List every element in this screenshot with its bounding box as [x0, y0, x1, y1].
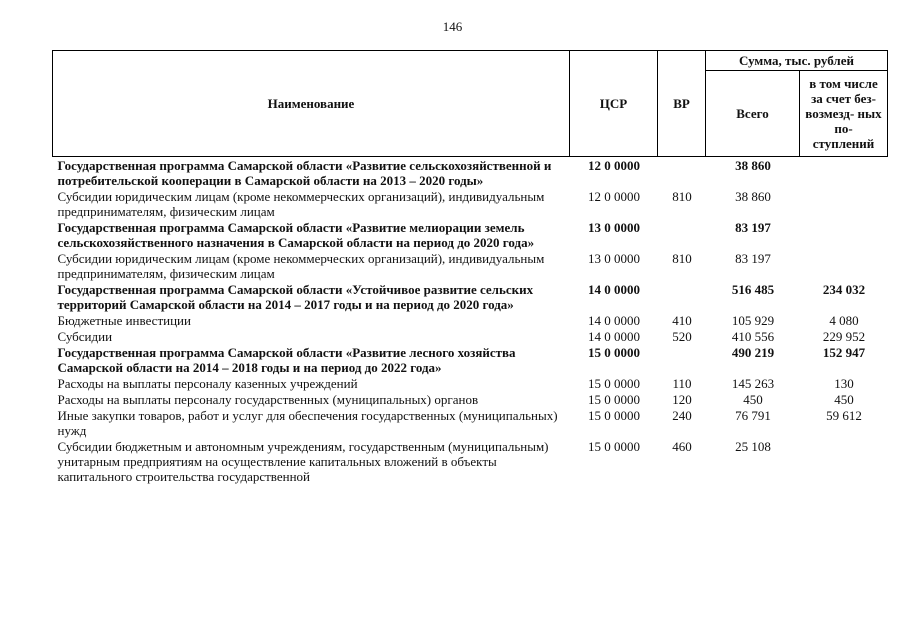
row-total: 516 485: [731, 282, 775, 297]
row-incl: 4 080: [829, 313, 859, 328]
row-vr: 810: [672, 189, 692, 204]
row-csr: 14 0 0000: [588, 313, 640, 328]
row-total: 145 263: [731, 376, 775, 391]
row-total: 450: [743, 392, 763, 407]
row-csr: 15 0 0000: [588, 345, 640, 360]
row-incl: [800, 438, 888, 484]
program-row: [53, 344, 888, 375]
row-vr: 810: [672, 251, 692, 266]
row-name: Субсидии юридическим лицам (кроме некоммерческих организаций), индивидуальным предпринимателям, физическим лицам: [57, 251, 545, 281]
row-total: 490 219: [731, 345, 775, 360]
header-vr: ВР: [658, 51, 706, 157]
row-csr: 15 0 0000: [588, 408, 640, 423]
row-vr: [658, 344, 706, 375]
row-name: Бюджетные инвестиции: [57, 313, 191, 328]
table-row: [53, 391, 888, 407]
row-csr: 13 0 0000: [588, 251, 640, 266]
row-incl: [800, 157, 888, 189]
page-number: 146: [442, 19, 463, 34]
row-incl: 130: [834, 376, 854, 391]
row-csr: 14 0 0000: [588, 329, 640, 344]
row-total: 25 108: [735, 439, 771, 454]
row-csr: 15 0 0000: [588, 376, 640, 391]
row-csr: 15 0 0000: [588, 392, 640, 407]
row-name: Субсидии юридическим лицам (кроме некоммерческих организаций), индивидуальным предпринимателям, физическим лицам: [57, 189, 545, 219]
row-vr: 120: [672, 392, 692, 407]
row-csr: 15 0 0000: [588, 439, 640, 454]
row-name: Государственная программа Самарской области «Развитие сельскохозяйственной и потребительской кооперации в Самарской области на 2013 – 2020 годы»: [57, 158, 552, 188]
row-incl: [800, 188, 888, 219]
row-name: Расходы на выплаты персоналу казенных учреждений: [57, 376, 358, 391]
header-total: Всего: [706, 70, 800, 156]
row-total: 83 197: [735, 220, 771, 235]
header-name: Наименование: [53, 51, 570, 157]
row-name: Субсидии: [57, 329, 113, 344]
row-vr: 460: [672, 439, 692, 454]
row-incl: 229 952: [822, 329, 866, 344]
table-row: [53, 375, 888, 391]
table-row: [53, 328, 888, 344]
row-vr: 520: [672, 329, 692, 344]
program-row: [53, 157, 888, 189]
row-total: 38 860: [735, 158, 771, 173]
row-name: Расходы на выплаты персоналу государственных (муниципальных) органов: [57, 392, 479, 407]
header-incl: в том числе за счет без- возмезд- ных по- ступлений: [800, 70, 888, 156]
row-total: 83 197: [735, 251, 771, 266]
row-vr: 240: [672, 408, 692, 423]
table-row: [53, 438, 888, 484]
table-row: [53, 312, 888, 328]
row-csr: 12 0 0000: [588, 158, 640, 173]
row-incl: 450: [834, 392, 854, 407]
row-csr: 12 0 0000: [588, 189, 640, 204]
header-sum-group: Сумма, тыс. рублей: [706, 51, 888, 71]
row-csr: 14 0 0000: [588, 282, 640, 297]
table-row: [53, 250, 888, 281]
row-total: 410 556: [731, 329, 775, 344]
budget-table: [52, 50, 888, 484]
row-vr: [658, 157, 706, 189]
header-csr: ЦСР: [570, 51, 658, 157]
row-total: 105 929: [731, 313, 775, 328]
row-incl: 152 947: [822, 345, 866, 360]
row-incl: 234 032: [822, 282, 866, 297]
table-header: [53, 51, 888, 157]
row-total: 76 791: [735, 408, 771, 423]
row-incl: [800, 250, 888, 281]
row-name: Государственная программа Самарской области «Развитие лесного хозяйства Самарской области на 2014 – 2018 годы и на период до 2022 года»: [57, 345, 516, 375]
row-name: Государственная программа Самарской области «Устойчивое развитие сельских территорий Самарской области на 2014 – 2017 годы и на период до 2020 года»: [57, 282, 534, 312]
program-row: [53, 219, 888, 250]
row-total: 38 860: [735, 189, 771, 204]
table-row: [53, 188, 888, 219]
row-vr: 110: [672, 376, 692, 391]
table-body: [53, 157, 888, 485]
row-csr: 13 0 0000: [588, 220, 640, 235]
row-vr: [658, 219, 706, 250]
table-row: [53, 407, 888, 438]
row-vr: 410: [672, 313, 692, 328]
row-incl: 59 612: [826, 408, 862, 423]
row-name: Государственная программа Самарской области «Развитие мелиорации земель сельскохозяйственного назначения в Самарской области на период до 2020 года»: [57, 220, 535, 250]
row-incl: [800, 219, 888, 250]
row-name: Субсидии бюджетным и автономным учреждениям, государственным (муниципальным) унитарным предприятиям на осуществление капитальных вложений в объекты капитального строительства государственной: [57, 439, 549, 484]
program-row: [53, 281, 888, 312]
row-name: Иные закупки товаров, работ и услуг для обеспечения государственных (муниципальных) нужд: [57, 408, 558, 438]
row-vr: [658, 281, 706, 312]
